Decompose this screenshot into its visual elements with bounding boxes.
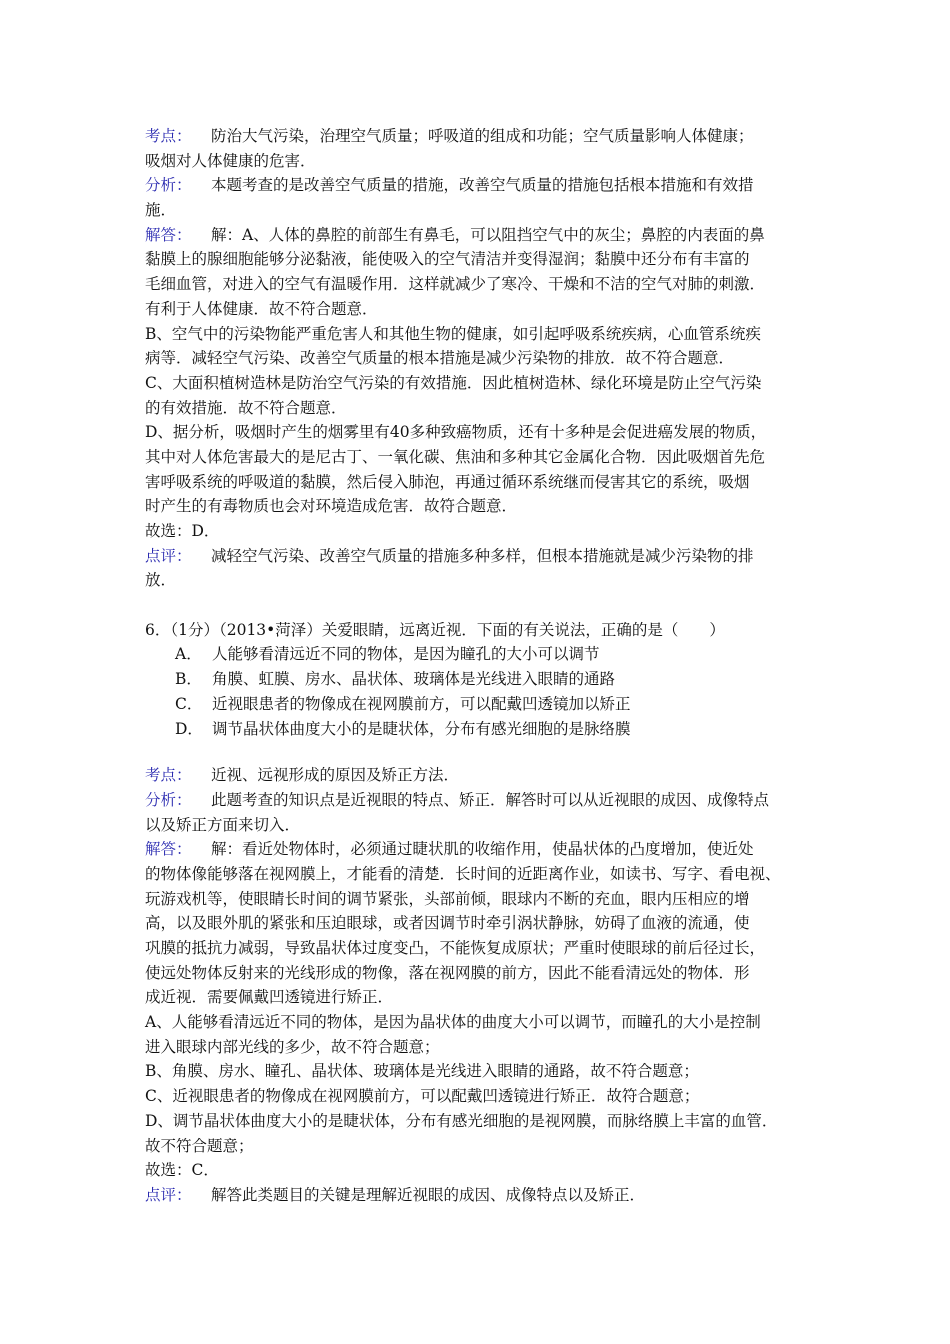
q5-kaodian-text: 防治大气污染，治理空气质量；呼吸道的组成和功能；空气质量影响人体健康； — [211, 127, 754, 145]
q5-dianping-line-2: 放． — [145, 571, 177, 590]
q5-dianping-line-1 — [145, 544, 825, 569]
q6-dianping-line-1 — [145, 1183, 825, 1208]
q5-jieda-line: 病等．减轻空气污染、改善空气质量的根本措施是减少污染物的排放．故不符合题意． — [145, 349, 735, 368]
q6-fenxi-label: 分析： — [145, 790, 192, 809]
q5-fenxi-line-1 — [145, 173, 825, 198]
section-spacer — [145, 741, 825, 763]
q6-jieda-line: D、调节晶状体曲度大小的是睫状体，分布有感光细胞的是视网膜，而脉络膜上丰富的血管． — [145, 1111, 778, 1130]
q5-jieda-text: 解：A、人体的鼻腔的前部生有鼻毛，可以阻挡空气中的灰尘；鼻腔的内表面的鼻 — [211, 225, 765, 244]
q5-dianping-text: 减轻空气污染、改善空气质量的措施多种多样，但根本措施就是减少污染物的排 — [211, 546, 754, 565]
q5-jieda-line: D、据分析，吸烟时产生的烟雾里有40多种致癌物质，还有十多种是会促进癌发展的物质， — [145, 423, 767, 442]
q6-option-d — [145, 717, 825, 742]
q6-option-a — [145, 642, 825, 667]
q5-dianping-label: 点评： — [145, 546, 192, 565]
q5-kaodian-line-1 — [145, 124, 825, 149]
q6-jieda-line: 玩游戏机等，使眼睛长时间的调节紧张，头部前倾，眼球内不断的充血，眼内压相应的增 — [145, 889, 750, 908]
q5-jieda-line: 害呼吸系统的呼吸道的黏膜，然后侵入肺泡，再通过循环系统继而侵害其它的系统，吸烟 — [145, 472, 750, 491]
q6-option-b — [145, 667, 825, 692]
q6-jieda-line-1 — [145, 837, 825, 862]
q6-jieda-line: 故不符合题意； — [145, 1136, 254, 1155]
q6-jieda-line: C、近视眼患者的物像成在视网膜前方，可以配戴凹透镜进行矫正．故符合题意； — [145, 1087, 700, 1106]
q6-jieda-line: A、人能够看清远近不同的物体，是因为晶状体的曲度大小可以调节，而瞳孔的大小是控制 — [145, 1013, 761, 1032]
q6-jieda-text: 解：看近处物体时，必须通过睫状肌的收缩作用，使晶状体的凸度增加，使近处 — [211, 840, 754, 859]
q6-option-d-key: D． — [175, 719, 203, 738]
q6-option-c — [145, 692, 825, 717]
q5-fenxi-label: 分析： — [145, 176, 192, 195]
q6-jieda-line: 高，以及眼外肌的紧张和压迫眼球，或者因调节时牵引涡状静脉，妨碍了血液的流通，使 — [145, 914, 750, 933]
q6-option-a-text: 人能够看清远近不同的物体，是因为瞳孔的大小可以调节 — [212, 645, 600, 664]
q6-kaodian-label: 考点： — [145, 766, 192, 785]
q5-jieda-line: 黏膜上的腺细胞能够分泌黏液，能使吸入的空气清洁并变得湿润；黏膜中还分布有丰富的 — [145, 250, 750, 269]
q5-jieda-line-1 — [145, 223, 825, 248]
q6-option-b-key: B． — [175, 670, 202, 689]
document-content — [145, 124, 825, 1208]
q6-dianping-text: 解答此类题目的关键是理解近视眼的成因、成像特点以及矫正． — [211, 1185, 646, 1204]
section-spacer — [145, 593, 825, 618]
q6-kaodian-text: 近视、远视形成的原因及矫正方法． — [211, 766, 460, 785]
q6-jieda-line: 的物体像能够落在视网膜上，才能看的清楚．长时间的近距离作业，如读书、写字、看电视、 — [145, 864, 781, 883]
q6-jieda-label: 解答： — [145, 840, 192, 859]
q6-jieda-line: 进入眼球内部光线的多少，故不符合题意； — [145, 1037, 440, 1056]
q5-jieda-label: 解答： — [145, 225, 192, 244]
q6-jieda-line: 巩膜的抵抗力减弱，导致晶状体过度变凸，不能恢复成原状；严重时使眼球的前后径过长， — [145, 939, 766, 957]
q5-jieda-line: 时产生的有毒物质也会对环境造成危害．故符合题意． — [145, 497, 518, 516]
q6-jieda-line: 成近视．需要佩戴凹透镜进行矫正． — [145, 988, 394, 1007]
q5-jieda-line: B、空气中的污染物能严重危害人和其他生物的健康，如引起呼吸系统疾病，心血管系统疾 — [145, 324, 761, 343]
q6-answer: 故选：C． — [145, 1161, 219, 1180]
q5-jieda-line: 有利于人体健康．故不符合题意． — [145, 299, 378, 318]
q6-option-a-key: A． — [175, 645, 202, 664]
q5-jieda-line: C、大面积植树造林是防治空气污染的有效措施．因此植树造林、绿化环境是防止空气污染 — [145, 373, 762, 392]
q6-option-d-text: 调节晶状体曲度大小的是睫状体，分布有感光细胞的是脉络膜 — [212, 719, 631, 738]
q6-option-c-text: 近视眼患者的物像成在视网膜前方，可以配戴凹透镜加以矫正 — [212, 694, 631, 713]
q5-jieda-line: 的有效措施．故不符合题意． — [145, 398, 347, 417]
q5-fenxi-line-2: 施． — [145, 201, 177, 220]
q6-jieda-line: B、角膜、房水、瞳孔、晶状体、玻璃体是光线进入眼睛的通路，故不符合题意； — [145, 1062, 699, 1081]
q6-fenxi-line-1 — [145, 788, 825, 813]
q5-kaodian-label: 考点： — [145, 127, 192, 145]
q5-answer: 故选：D． — [145, 522, 220, 540]
q6-fenxi-line-2: 以及矫正方面来切入． — [145, 815, 301, 834]
q6-option-c-key: C． — [175, 694, 203, 713]
q6-option-b-text: 角膜、虹膜、房水、晶状体、玻璃体是光线进入眼睛的通路 — [212, 670, 616, 689]
q6-jieda-line: 使远处物体反射来的光线形成的物像，落在视网膜的前方，因此不能看清远处的物体．形 — [145, 963, 750, 982]
q6-stem: 6．（1分）（2013•菏泽）关爱眼睛，远离近视．下面的有关说法，正确的是（ ） — [145, 620, 725, 639]
q6-dianping-label: 点评： — [145, 1185, 192, 1204]
q6-fenxi-text: 此题考查的知识点是近视眼的特点、矫正．解答时可以从近视眼的成因、成像特点 — [211, 790, 770, 809]
q5-jieda-line: 毛细血管，对进入的空气有温暖作用．这样就减少了寒冷、干燥和不洁的空气对肺的刺激． — [145, 275, 766, 294]
q6-kaodian-line-1 — [145, 763, 825, 788]
q5-jieda-line: 其中对人体危害最大的是尼古丁、一氧化碳、焦油和多种其它金属化合物．因此吸烟首先危 — [145, 447, 766, 466]
q5-kaodian-line-2: 吸烟对人体健康的危害． — [145, 151, 316, 170]
q5-fenxi-text: 本题考查的是改善空气质量的措施，改善空气质量的措施包括根本措施和有效措 — [211, 176, 754, 195]
